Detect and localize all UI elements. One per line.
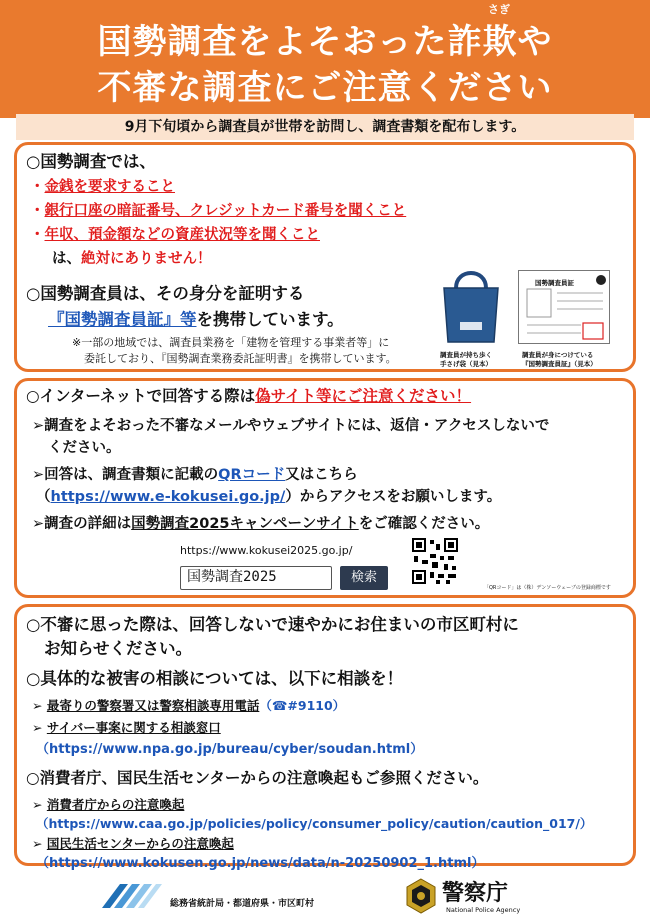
box3-heading3: ○消費者庁、国民生活センターからの注意喚起もご参照ください。	[26, 769, 489, 787]
box3-heading1-line2: お知らせください。	[44, 639, 193, 658]
search-input[interactable]: 国勢調査2025	[180, 566, 332, 590]
list-item: ➢ 最寄りの警察署又は警察相談専用電話（☎#9110）	[32, 698, 346, 713]
npa-title: 警察庁	[442, 880, 509, 906]
arrow-icon: ➢	[32, 516, 45, 532]
police-phone-number[interactable]: （☎#9110）	[259, 698, 346, 713]
statistics-bureau-logo-icon	[98, 880, 164, 910]
list-item: ・金銭を要求すること	[30, 179, 175, 195]
campaign-site-link[interactable]: 国勢調査2025キャンペーンサイト	[131, 516, 359, 532]
box1-conclusion: は、絶対にありません！	[52, 251, 212, 267]
card-title: 国勢調査員証	[535, 279, 574, 287]
box1-heading: ○国勢調査では、	[26, 152, 156, 171]
box1-note-line1: ※一部の地域では、調査員業務を「建物を管理する事業者等」に	[72, 336, 390, 349]
police-emblem-icon	[404, 878, 438, 914]
qr-code-link[interactable]: QRコード	[218, 467, 286, 483]
npa-subtitle: National Police Agency	[446, 906, 521, 914]
list-item: ➢ サイバー事案に関する相談窓口	[32, 720, 221, 735]
arrow-icon: ➢	[32, 720, 47, 735]
card-caption-line2: 『国勢調査員証』（見本）	[522, 360, 597, 368]
list-item: ・年収、預金額などの資産状況等を聞くこと	[30, 227, 320, 243]
box3-heading2: ○具体的な被害の相談については、以下に相談を！	[26, 669, 404, 688]
list-item-continued: （https://www.e-kokusei.go.jp/）からアクセスをお願いします。	[36, 489, 502, 505]
box3-heading1-line1: ○不審に思った際は、回答しないで速やかにお住まいの市区町村に	[26, 615, 519, 634]
campaign-url[interactable]: https://www.kokusei2025.go.jp/	[180, 544, 353, 557]
arrow-icon: ➢	[32, 418, 45, 434]
qr-code-icon[interactable]	[410, 536, 460, 586]
subtitle-bar: 9月下旬頃から調査員が世帯を訪問し、調査書類を配布します。	[16, 114, 634, 140]
list-item: ➢回答は、調査書類に記載のQRコード又はこちら	[32, 467, 358, 483]
cyber-link[interactable]: （https://www.npa.go.jp/bureau/cyber/soudan.html）	[36, 742, 424, 757]
bag-caption-line1: 調査員が持ち歩く	[440, 351, 492, 359]
arrow-icon: ➢	[32, 836, 47, 851]
list-item: ➢ 消費者庁からの注意喚起	[32, 797, 185, 812]
card-caption-line1: 調査員が身につけている	[522, 351, 594, 359]
bag-caption-line2: 手さげ袋（見本）	[440, 360, 492, 368]
box2-heading: ○インターネットで回答する際は偽サイト等にご注意ください！	[26, 387, 472, 405]
box1-heading2b: 『国勢調査員証』等を携帯しています。	[48, 310, 344, 329]
tote-bag-icon	[436, 266, 506, 346]
list-item: ➢調査をよそおった不審なメールやウェブサイトには、返信・アクセスしないで	[32, 418, 550, 434]
arrow-icon: ➢	[32, 797, 47, 812]
footer-org-text: 総務省統計局・都道府県・市区町村	[170, 899, 315, 909]
ruby-annotation: さぎ	[488, 3, 510, 16]
page-title-line2: 不審な調査にご注意ください	[97, 68, 553, 108]
arrow-icon: ➢	[32, 698, 47, 713]
qr-trademark-note: 「QRコード」は（株）デンソーウェーブの登録商標です	[484, 585, 611, 591]
list-item: ➢調査の詳細は国勢調査2025キャンペーンサイトをご確認ください。	[32, 516, 490, 532]
box1-note-line2: 委託しており、『国勢調査業務委託証明書』を携帯しています。	[84, 352, 397, 365]
e-kokusei-link[interactable]: https://www.e-kokusei.go.jp/	[50, 489, 286, 505]
caa-link[interactable]: （https://www.caa.go.jp/policies/policy/consumer_policy/caution/caution_017/）	[36, 816, 593, 831]
list-item-continued: ください。	[48, 440, 121, 456]
ncac-link[interactable]: （https://www.kokusen.go.jp/news/data/n-20250902_1.html）	[36, 856, 485, 871]
header-banner	[0, 0, 650, 118]
list-item: ・銀行口座の暗証番号、クレジットカード番号を聞くこと	[30, 203, 407, 219]
card-lines-icon	[519, 271, 611, 345]
search-button[interactable]: 検索	[340, 566, 388, 590]
page-title-line1: 国勢調査をよそおった詐欺や	[97, 22, 553, 62]
census-id-card	[518, 270, 610, 344]
arrow-icon: ➢	[32, 467, 45, 483]
box1-heading2: ○国勢調査員は、その身分を証明する	[26, 284, 305, 303]
list-item: ➢ 国民生活センターからの注意喚起	[32, 836, 234, 851]
